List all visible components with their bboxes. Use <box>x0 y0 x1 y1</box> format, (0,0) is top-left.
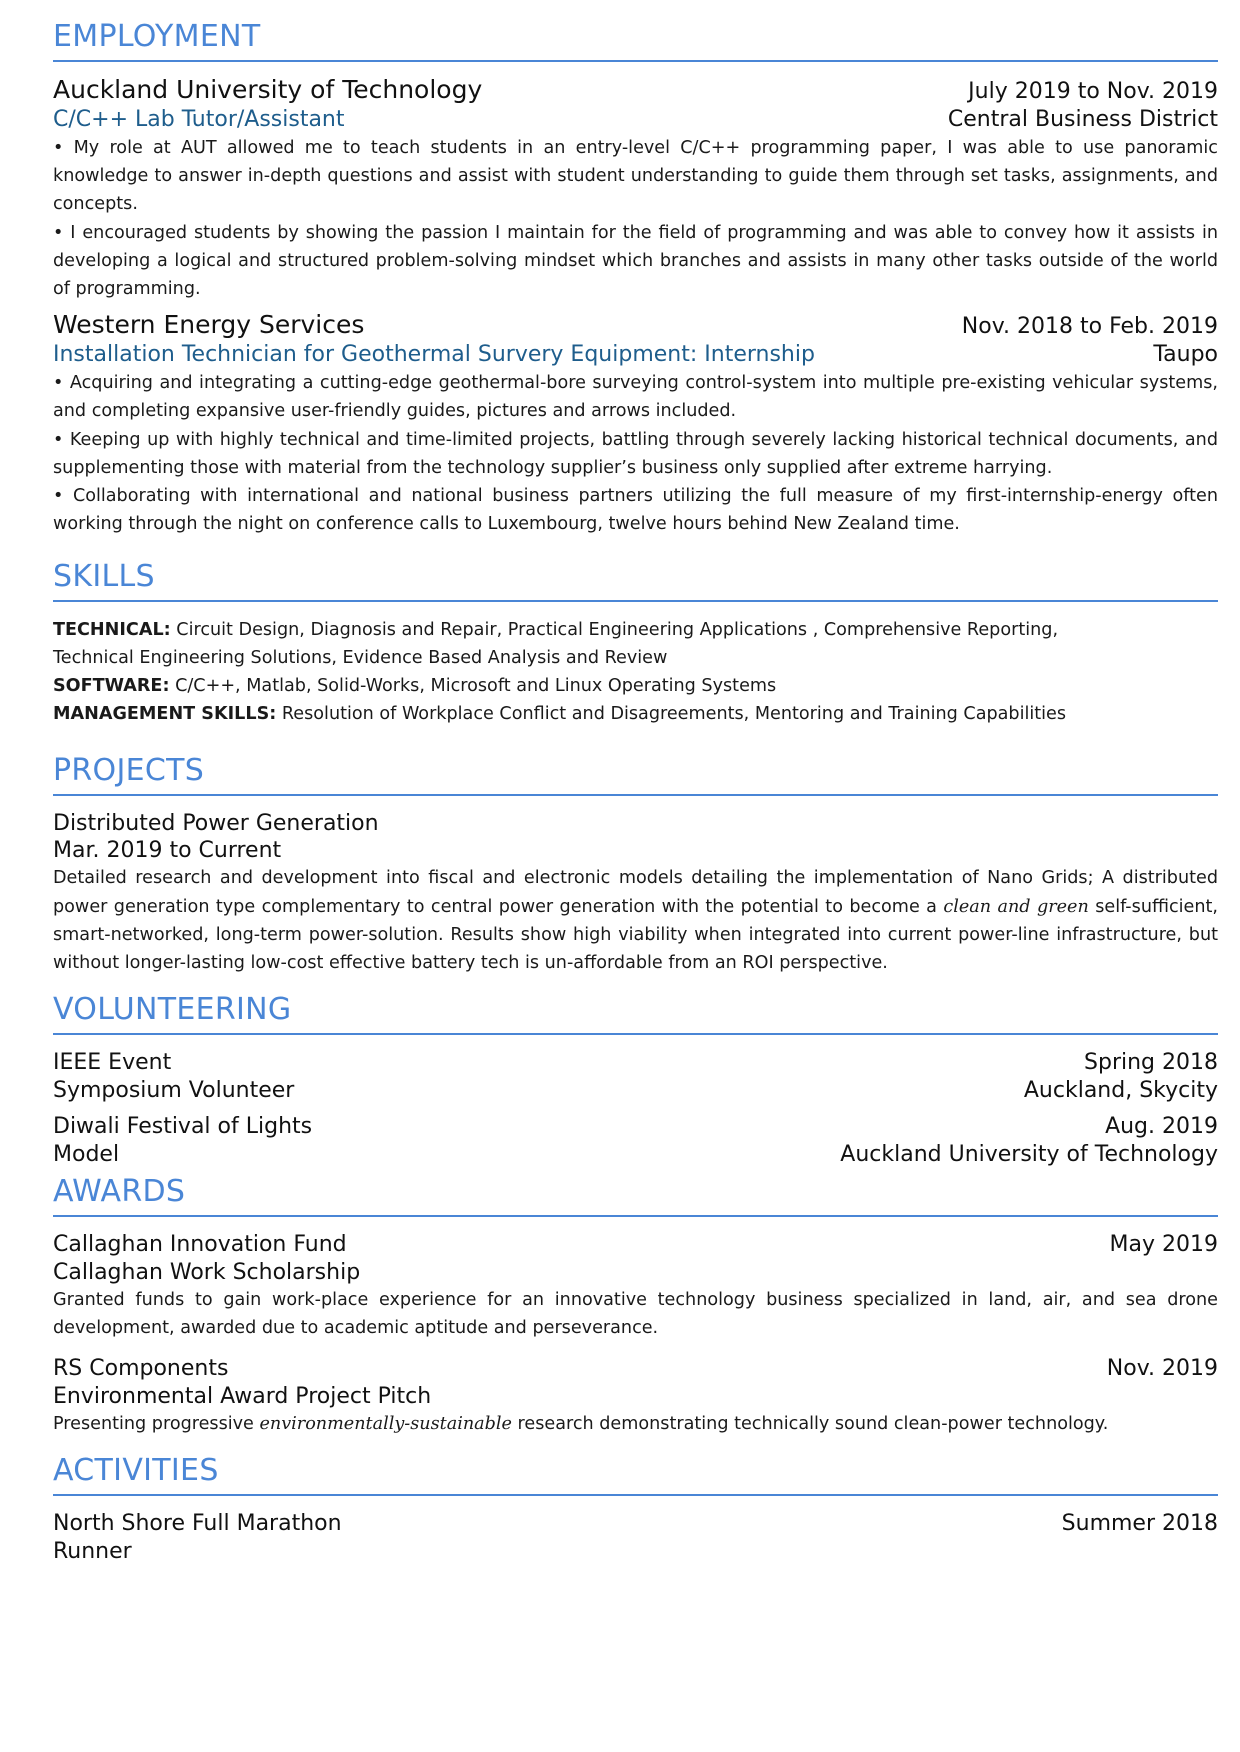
employment-section <box>53 18 1218 538</box>
section-divider <box>53 600 1218 602</box>
job-bullet: • My role at AUT allowed me to teach students in an entry-level C/C++ programming paper, I was able to use panoramic knowledge to answer in-depth questions and assist with student understanding to guide them through set tasks, assignments, and concepts. <box>53 138 1218 215</box>
skills-management <box>53 700 1218 728</box>
skills-section <box>53 558 1218 728</box>
activity-org: North Shore Full Marathon <box>53 1510 342 1536</box>
award-description <box>53 1410 1218 1438</box>
awards-section <box>53 1173 1218 1438</box>
project-name: Distributed Power Generation <box>53 811 379 837</box>
section-title-awards: AWARDS <box>53 1174 186 1210</box>
section-title-projects: PROJECTS <box>53 753 205 789</box>
job-entry <box>53 311 1218 538</box>
award-org: Callaghan Innovation Fund <box>53 1232 347 1258</box>
section-title-skills: SKILLS <box>53 559 155 595</box>
skills-software <box>53 672 1218 700</box>
resume-page <box>53 18 1218 1565</box>
section-divider <box>53 1215 1218 1217</box>
job-role: C/C++ Lab Tutor/Assistant <box>53 107 345 132</box>
job-bullet: • Keeping up with highly technical and time-limited projects, battling through severely lacking historical technical documents, and supplementing those with material from the technology supplier’s business only supplied after extreme harrying. <box>53 429 1218 478</box>
project-description <box>53 864 1218 977</box>
volunteer-date: Spring 2018 <box>1084 1050 1218 1076</box>
award-entry <box>53 1355 1218 1438</box>
award-description <box>53 1286 1218 1342</box>
project-dates: Mar. 2019 to Current <box>53 838 282 864</box>
activity-role: Runner <box>53 1538 132 1564</box>
volunteer-role: Model <box>53 1142 120 1168</box>
volunteer-entry <box>53 1113 1218 1169</box>
section-divider <box>53 1494 1218 1496</box>
skills-technical-label: TECHNICAL: <box>53 620 171 641</box>
volunteering-section <box>53 991 1218 1169</box>
job-dates: Nov. 2018 to Feb. 2019 <box>961 314 1218 340</box>
skills-technical <box>53 616 1218 644</box>
skills-management-text: Resolution of Workplace Conflict and Disagreements, Mentoring and Training Capabilities <box>276 704 1067 725</box>
volunteer-date: Aug. 2019 <box>1105 1114 1218 1140</box>
section-title-employment: EMPLOYMENT <box>53 19 261 54</box>
skills-technical-text: Circuit Design, Diagnosis and Repair, Practical Engineering Applications , Comprehensive Reporting, <box>170 620 1059 641</box>
award-date: Nov. 2019 <box>1106 1355 1218 1381</box>
award-name: Callaghan Work Scholarship <box>53 1260 361 1286</box>
job-location: Taupo <box>1153 342 1218 368</box>
volunteer-entry <box>53 1049 1218 1105</box>
job-dates: July 2019 to Nov. 2019 <box>968 79 1218 104</box>
job-org: Western Energy Services <box>53 310 365 340</box>
job-bullet: • I encouraged students by showing the passion I maintain for the field of programming and was able to convey how it assists in developing a logical and structured problem-solving mindset which branches and assists in many other tasks outside of the world of programming. <box>53 222 1218 300</box>
award-desc-emphasis: environmentally-sustainable <box>259 1413 512 1434</box>
award-desc-text: Granted funds to gain work-place experience for an innovative technology business specialized in land, air, and sea drone development, awarded due to academic aptitude and perseverance. <box>53 1290 1218 1339</box>
project-desc-text: self-sufficient, smart-networked, long-term power-solution. Results show high viability when integrated into current power-line infrastructure, but without longer-lasting low-cost effective battery tech is un-affordable from an ROI perspective. <box>53 896 1219 974</box>
job-bullet: • Collaborating with international and national business partners utilizing the full measure of my first-internship-energy often working through the night on conference calls to Luxembourg, twelve hours behind New Zealand time. <box>53 486 1218 535</box>
job-role: Installation Technician for Geothermal Survery Equipment: Internship <box>53 342 815 368</box>
projects-section <box>53 752 1218 977</box>
volunteer-location: Auckland University of Technology <box>840 1142 1218 1168</box>
volunteer-org: Diwali Festival of Lights <box>53 1114 313 1140</box>
section-divider <box>53 794 1218 796</box>
volunteer-org: IEEE Event <box>53 1050 172 1076</box>
job-bullet: • Acquiring and integrating a cutting-edge geothermal-bore surveying control-system into multiple pre-existing vehicular systems, and completing expansive user-friendly guides, pictures and arrows included. <box>53 373 1218 422</box>
skills-software-text: C/C++, Matlab, Solid-Works, Microsoft and Linux Operating Systems <box>169 676 777 697</box>
section-divider <box>53 1033 1218 1035</box>
activities-section <box>53 1452 1218 1565</box>
award-desc-text: research demonstrating technically sound clean-power technology. <box>511 1413 1109 1434</box>
award-org: RS Components <box>53 1355 229 1381</box>
job-location: Central Business District <box>947 107 1218 132</box>
volunteer-role: Symposium Volunteer <box>53 1078 295 1104</box>
volunteer-location: Auckland, Skycity <box>1023 1078 1218 1104</box>
skills-list <box>53 616 1218 728</box>
section-divider <box>53 60 1218 62</box>
award-date: May 2019 <box>1109 1232 1218 1258</box>
skills-software-label: SOFTWARE: <box>53 676 170 697</box>
skills-management-label: MANAGEMENT SKILLS: <box>53 704 277 725</box>
job-entry <box>53 76 1218 303</box>
project-desc-text: Detailed research and development into fiscal and electronic models detailing the implementation of Nano Grids; A distributed power generation type complementary to central power generation with the potential to become a <box>53 868 1218 917</box>
award-entry <box>53 1231 1218 1342</box>
section-title-volunteering: VOLUNTEERING <box>53 992 292 1028</box>
award-name: Environmental Award Project Pitch <box>53 1383 432 1409</box>
job-org: Auckland University of Technology <box>53 75 483 104</box>
award-desc-text: Presenting progressive <box>53 1413 260 1434</box>
activity-date: Summer 2018 <box>1061 1510 1218 1536</box>
skills-technical-cont: Technical Engineering Solutions, Evidence Based Analysis and Review <box>53 648 668 669</box>
project-desc-emphasis: clean and green <box>943 896 1089 917</box>
section-title-activities: ACTIVITIES <box>53 1452 219 1488</box>
